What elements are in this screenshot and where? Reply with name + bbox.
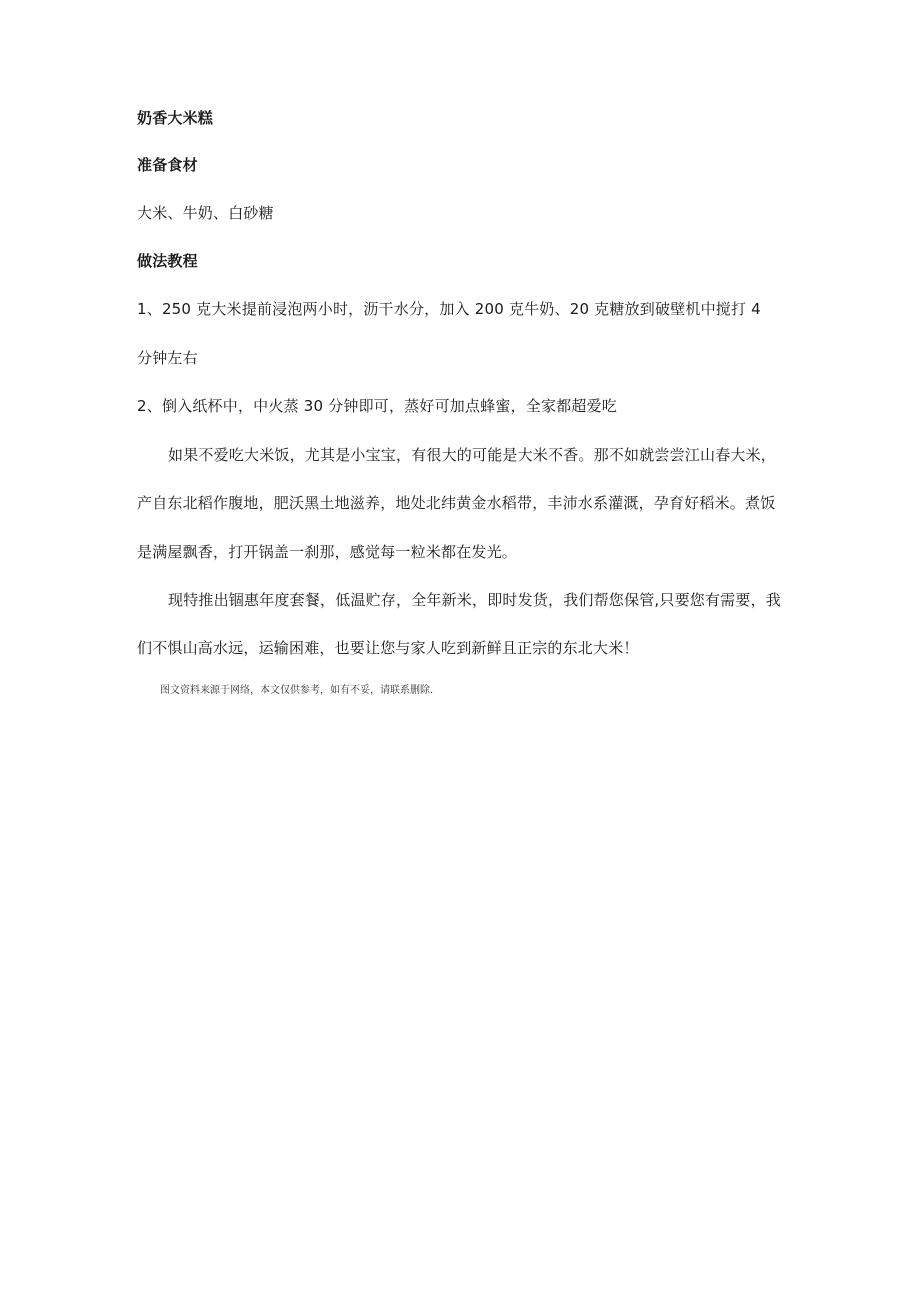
ingredients-list: 大米、牛奶、白砂糖: [137, 204, 274, 222]
recipe-title: 奶香大米糕: [137, 109, 214, 127]
paragraph-1-line-3: 是满屋飘香，打开锅盖一刹那，感觉每一粒米都在发光。: [137, 543, 518, 561]
paragraph-1-line-2: 产自东北稻作腹地，肥沃黑土地滋养，地处北纬黄金水稻带，丰沛水系灌溉，孕育好稻米。煮饭: [137, 494, 776, 512]
step-1-line-1: 1、250 克大米提前浸泡两小时，沥干水分，加入 200 克牛奶、20 克糖放到破壁机中搅打 4: [137, 300, 761, 318]
paragraph-1-line-1: 如果不爱吃大米饭，尤其是小宝宝，有很大的可能是大米不香。那不如就尝尝江山春大米，: [168, 446, 777, 464]
method-heading: 做法教程: [137, 252, 198, 270]
step-2: 2、倒入纸杯中，中火蒸 30 分钟即可，蒸好可加点蜂蜜，全家都超爱吃: [137, 397, 617, 415]
step-1-line-2: 分钟左右: [137, 349, 198, 367]
paragraph-2-line-1: 现特推出锢惠年度套餐，低温贮存，全年新米，即时发货，我们帮您保管,只要您有需要，我: [168, 591, 781, 609]
ingredients-heading: 准备食材: [137, 156, 198, 174]
disclaimer-footnote: 图文资料来源于网络，本文仅供参考，如有不妥，请联系删除.: [160, 685, 434, 696]
paragraph-2-line-2: 们不惧山高水远，运输困难，也要让您与家人吃到新鲜且正宗的东北大米！: [137, 639, 639, 657]
